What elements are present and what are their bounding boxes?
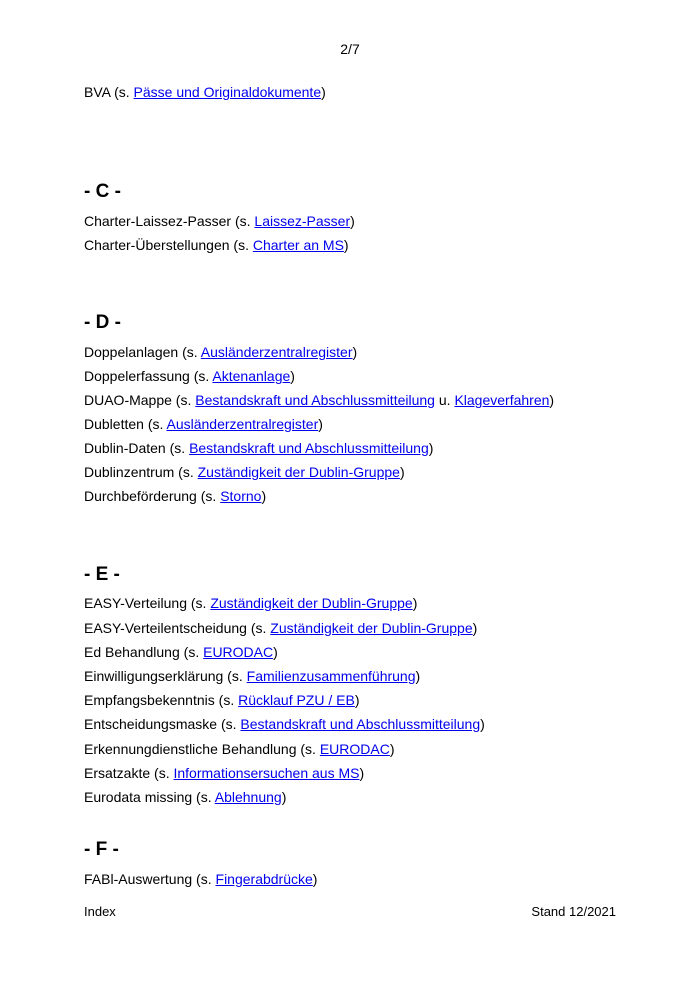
entry-link[interactable]: Aktenanlage <box>212 368 291 384</box>
entry-prefix: (s. <box>171 392 196 408</box>
entry-link[interactable]: Zuständigkeit der Dublin-Gruppe <box>197 464 400 480</box>
entry-suffix: ) <box>354 692 360 708</box>
index-entry <box>84 344 357 360</box>
entry-prefix: (s. <box>296 741 320 757</box>
entry-suffix: ) <box>261 488 267 504</box>
entry-suffix: ) <box>472 620 478 636</box>
index-entry <box>84 464 405 480</box>
entry-prefix: (s. <box>187 595 211 611</box>
entry-suffix: ) <box>480 716 485 732</box>
entry-prefix: (s. <box>150 765 174 781</box>
index-entry <box>84 692 359 708</box>
index-entry <box>84 716 485 732</box>
entry-prefix: (s. <box>192 871 216 887</box>
entry-prefix: (s. <box>231 213 255 229</box>
entry-suffix: ) <box>290 368 295 384</box>
entry-suffix: ) <box>359 765 365 781</box>
page-number: 2/7 <box>340 41 360 57</box>
index-entry <box>84 620 477 636</box>
entry-suffix: ) <box>350 213 355 229</box>
entry-link[interactable]: Fingerabdrücke <box>215 871 313 887</box>
entry-prefix: (s. <box>196 488 221 504</box>
entry-suffix: ) <box>549 392 555 408</box>
entry-term: Doppelerfassung <box>84 368 190 384</box>
entry-link[interactable]: Bestandskraft und Abschlussmitteilung <box>189 440 429 456</box>
entry-link[interactable]: Storno <box>220 488 262 504</box>
entry-suffix: ) <box>428 440 434 456</box>
index-entry <box>84 595 417 611</box>
entry-link[interactable]: EURODAC <box>319 741 390 757</box>
entry-prefix: (s. <box>229 237 253 253</box>
index-entry <box>84 237 349 253</box>
entry-prefix: (s. <box>214 692 239 708</box>
index-entry <box>84 488 266 504</box>
entry-prefix: (s. <box>217 716 241 732</box>
index-entry <box>84 213 355 229</box>
entry-term: Dublin-Daten <box>84 440 166 456</box>
entry-term: Erkennungdienstliche Behandlung <box>84 741 297 757</box>
entry-link[interactable]: Bestandskraft und Abschlussmitteilung <box>195 392 435 408</box>
entry-term: Empfangsbekenntnis <box>84 692 215 708</box>
entry-suffix: ) <box>273 644 278 660</box>
entry-term: Doppelanlagen <box>84 344 179 360</box>
index-entry <box>84 668 420 684</box>
entry-term: EASY-Verteilentscheidung <box>84 620 247 636</box>
entry-link[interactable]: Ablehnung <box>214 789 282 805</box>
index-entry <box>84 871 317 887</box>
entry-term: Dublinzentrum <box>84 464 175 480</box>
footer-index-label: Index <box>84 904 116 919</box>
index-entry <box>84 789 286 805</box>
section-heading-e: - E - <box>84 564 120 585</box>
entry-term: FABl-Auswertung <box>84 871 193 887</box>
index-entry <box>84 440 433 456</box>
index-entry <box>84 84 326 100</box>
entry-prefix: (s. <box>178 344 201 360</box>
entry-term: EASY-Verteilung <box>84 595 187 611</box>
entry-term: Charter-Überstellungen <box>84 237 230 253</box>
entry-link[interactable]: Ausländerzentralregister <box>166 416 319 432</box>
entry-term: Charter-Laissez-Passer <box>84 213 232 229</box>
entry-link[interactable]: Rücklauf PZU / EB <box>238 692 355 708</box>
entry-term: Entscheidungsmaske <box>84 716 218 732</box>
entry-suffix: ) <box>321 84 326 100</box>
entry-link[interactable]: Laissez-Passer <box>254 213 351 229</box>
entry-prefix: (s. <box>246 620 271 636</box>
entry-joiner: u. <box>434 392 455 408</box>
entry-suffix: ) <box>318 416 323 432</box>
entry-prefix: (s. <box>189 368 213 384</box>
entry-prefix: (s. <box>110 84 134 100</box>
entry-suffix: ) <box>415 668 421 684</box>
entry-term: Einwilligungserklärung <box>84 668 224 684</box>
entry-suffix: ) <box>343 237 349 253</box>
entry-term: BVA <box>84 84 111 100</box>
index-entry <box>84 644 278 660</box>
entry-link[interactable]: Zuständigkeit der Dublin-Gruppe <box>210 595 413 611</box>
index-entry <box>84 368 295 384</box>
entry-term: Eurodata missing <box>84 789 193 805</box>
entry-link[interactable]: Charter an MS <box>252 237 344 253</box>
entry-suffix: ) <box>312 871 318 887</box>
entry-link[interactable]: Pässe und Originaldokumente <box>133 84 322 100</box>
entry-suffix: ) <box>399 464 405 480</box>
entry-term: Durchbeförderung <box>84 488 197 504</box>
entry-term: DUAO-Mappe <box>84 392 172 408</box>
entry-suffix: ) <box>281 789 287 805</box>
index-entry <box>84 741 395 757</box>
section-heading-d: - D - <box>84 312 121 333</box>
entry-link[interactable]: Klageverfahren <box>454 392 550 408</box>
entry-prefix: (s. <box>192 789 215 805</box>
entry-link[interactable]: Bestandskraft und Abschlussmitteilung <box>240 716 481 732</box>
entry-prefix: (s. <box>179 644 204 660</box>
entry-term: Dubletten <box>84 416 144 432</box>
entry-link[interactable]: Informationsersuchen aus MS <box>173 765 360 781</box>
index-entry <box>84 392 554 408</box>
entry-prefix: (s. <box>174 464 198 480</box>
entry-prefix: (s. <box>165 440 190 456</box>
entry-suffix: ) <box>389 741 395 757</box>
entry-link[interactable]: Zuständigkeit der Dublin-Gruppe <box>270 620 473 636</box>
entry-term: Ed Behandlung <box>84 644 180 660</box>
entry-term: Ersatzakte <box>84 765 151 781</box>
entry-suffix: ) <box>412 595 418 611</box>
section-heading-f: - F - <box>84 839 119 860</box>
index-entry <box>84 765 364 781</box>
entry-prefix: (s. <box>143 416 167 432</box>
entry-link[interactable]: Ausländerzentralregister <box>200 344 353 360</box>
index-entry <box>84 416 323 432</box>
entry-link[interactable]: Familienzusammenführung <box>246 668 416 684</box>
section-heading-c: - C - <box>84 181 121 202</box>
entry-suffix: ) <box>352 344 358 360</box>
entry-link[interactable]: EURODAC <box>203 644 274 660</box>
footer-date-label: Stand 12/2021 <box>531 904 616 919</box>
entry-prefix: (s. <box>223 668 247 684</box>
